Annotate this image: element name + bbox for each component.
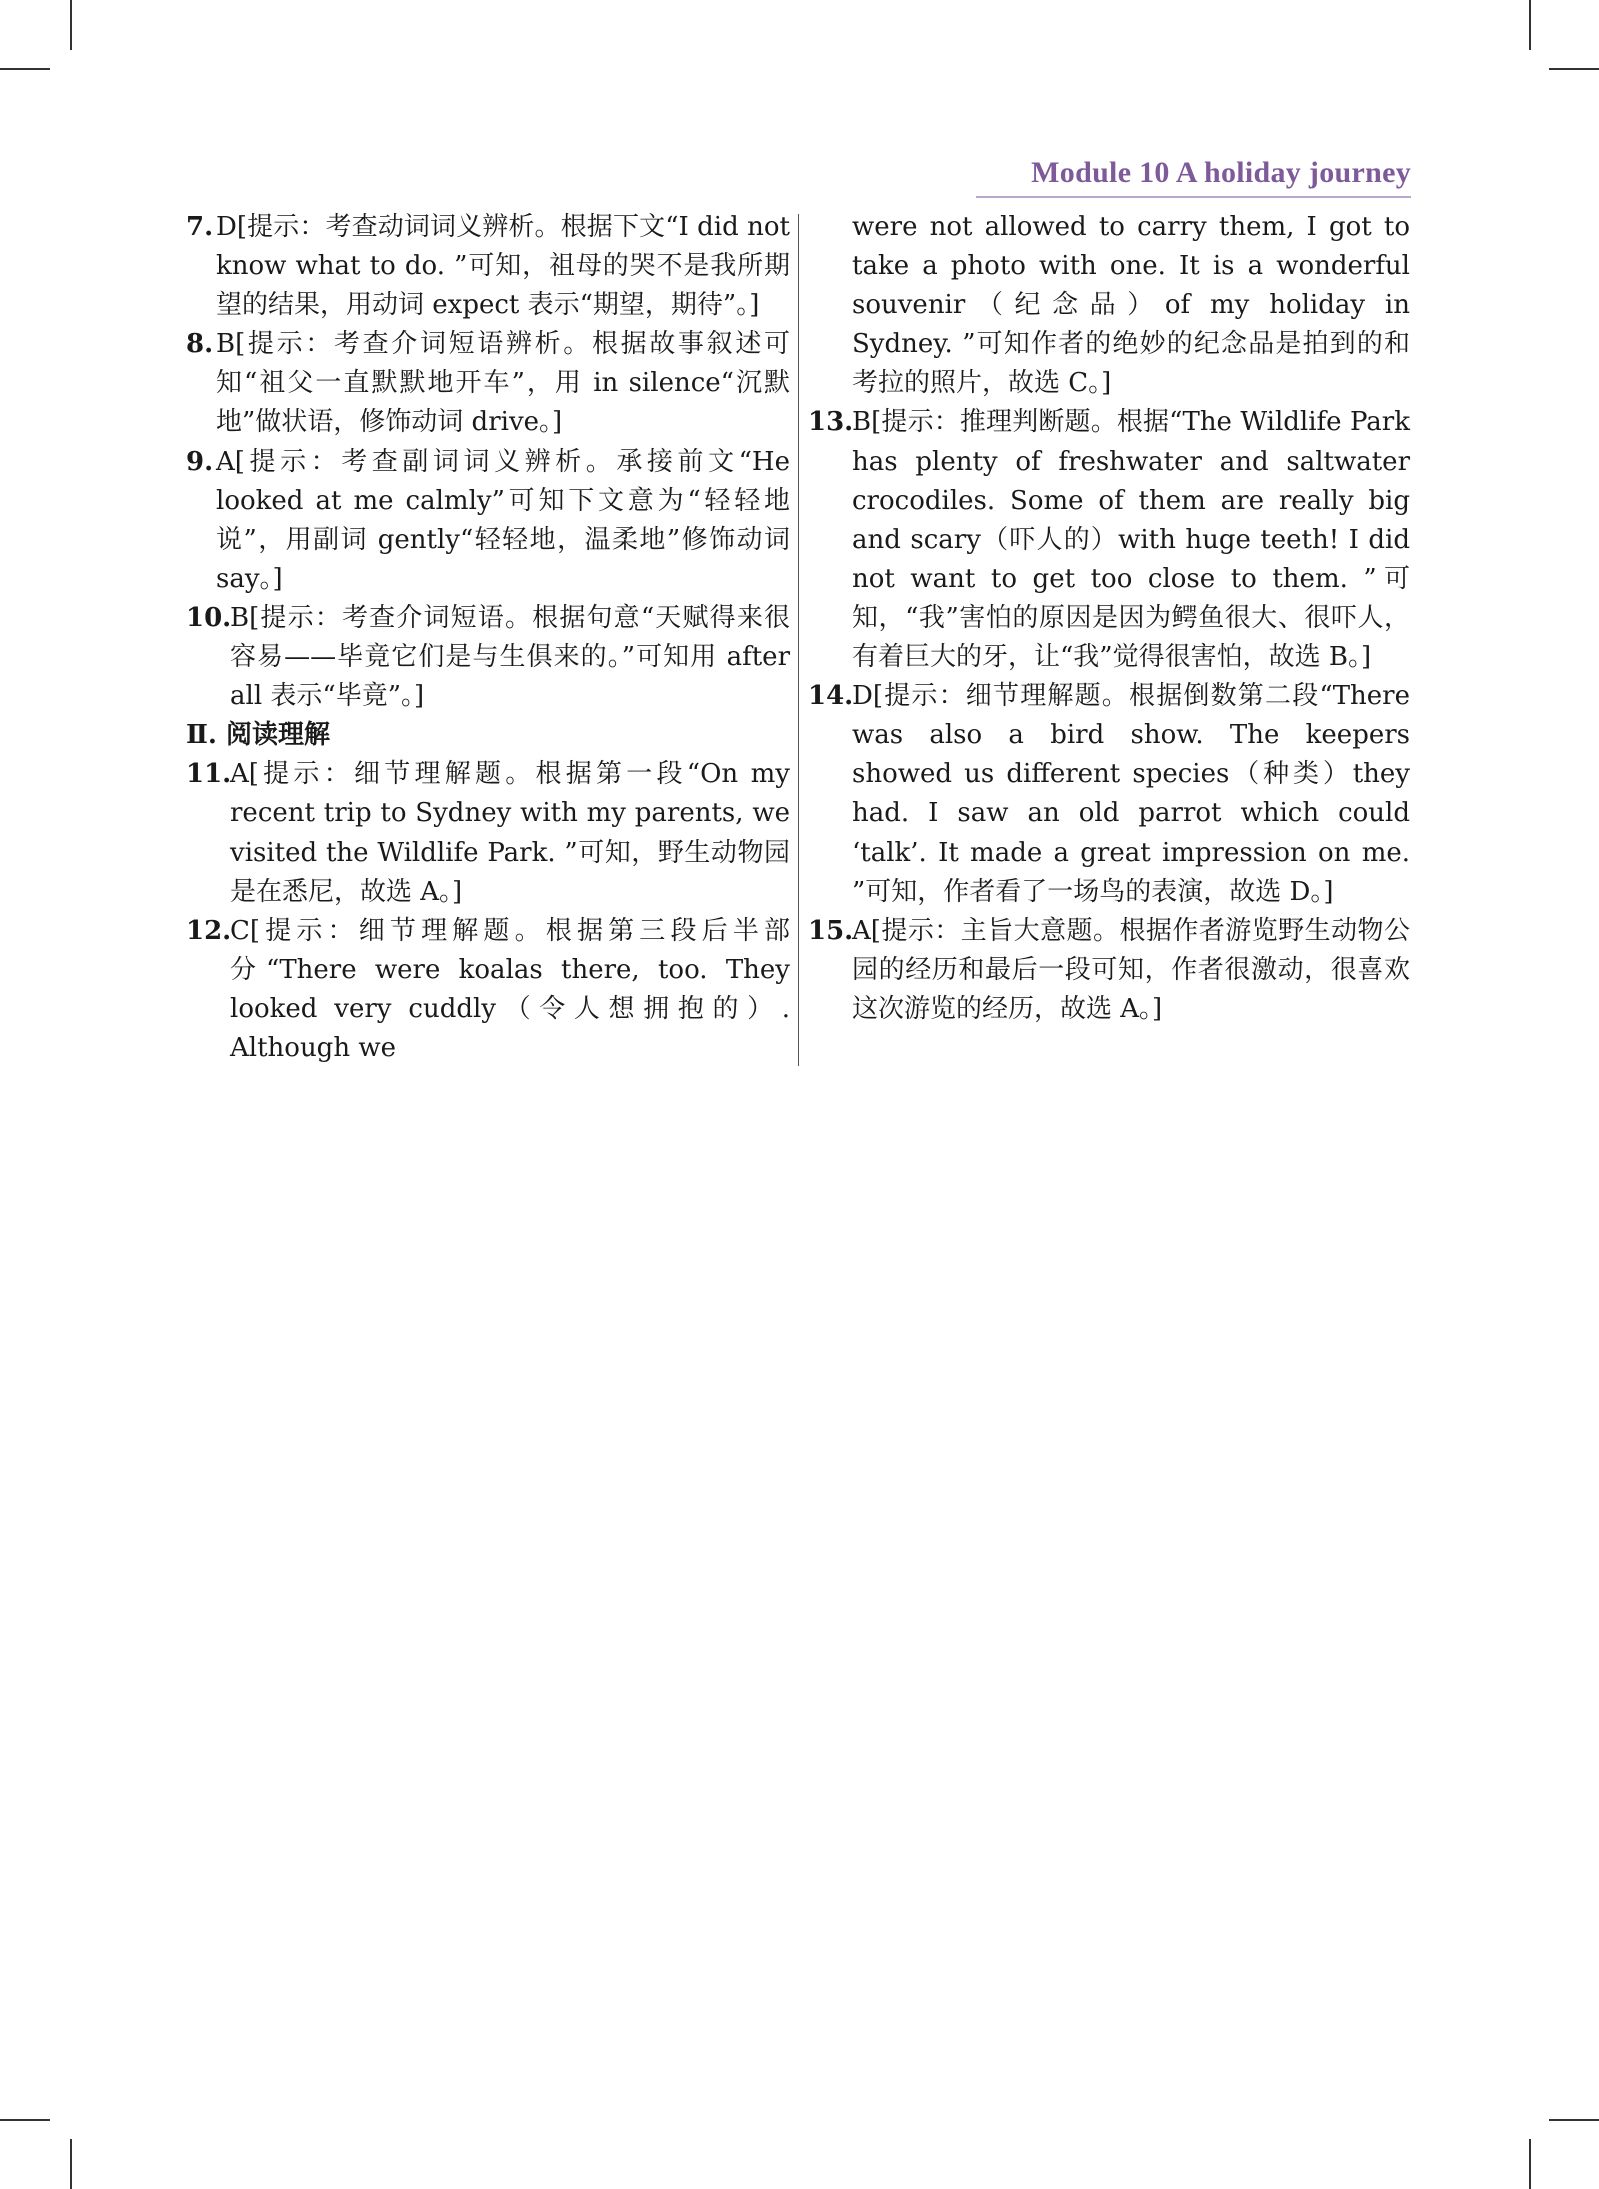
item-number: 12. <box>186 915 232 946</box>
crop-mark <box>0 2119 50 2121</box>
left-column <box>186 208 790 1068</box>
answer-item-14 <box>808 677 1410 912</box>
item-text: A[提示：主旨大意题。根据作者游览野生动物公园的经历和最后一段可知，作者很激动，很喜欢这次游览的经历，故选 A。] <box>852 915 1410 1024</box>
item-text: D[提示：细节理解题。根据倒数第二段“There was also a bird show. The keepers showed us different species（种类）they had. I saw an old parrot which could ‘talk’. It made a great impression on me. ”可知，作者看了一场鸟的表演，故选 D。] <box>852 681 1410 907</box>
answer-item-12 <box>186 912 790 1068</box>
header-rule <box>976 196 1411 198</box>
crop-mark <box>1549 2119 1599 2121</box>
crop-mark <box>70 2139 72 2189</box>
crop-mark <box>1529 0 1531 50</box>
item-number: 11. <box>186 759 232 790</box>
section-heading: Ⅱ. 阅读理解 <box>186 720 331 751</box>
module-title: Module 10 A holiday journey <box>1031 156 1411 189</box>
answer-item-9 <box>186 443 790 599</box>
item-text: C[提示：细节理解题。根据第三段后半部分“There were koalas there, too. They looked very cuddly（令人想拥抱的）. Although we <box>230 915 790 1063</box>
answer-item-13 <box>808 403 1410 677</box>
answer-item-7 <box>186 208 790 325</box>
item-text: A[提示：考查副词词义辨析。承接前文“He looked at me calmly”可知下文意为“轻轻地说”，用副词 gently“轻轻地，温柔地”修饰动词 say。] <box>216 446 790 594</box>
answer-item-10 <box>186 599 790 716</box>
answer-item-8 <box>186 325 790 442</box>
crop-mark <box>0 68 50 70</box>
item-text: A[提示：细节理解题。根据第一段“On my recent trip to Sydney with my parents, we visited the Wildlife Park. ”可知，野生动物园是在悉尼，故选 A。] <box>230 759 790 907</box>
crop-mark <box>1529 2139 1531 2189</box>
item-text: B[提示：推理判断题。根据“The Wildlife Park has plenty of freshwater and saltwater crocodiles. Some of them are really big and scary（吓人的）with huge teeth! I did not want to get too close to them. ”可知，“我”害怕的原因是因为鳄鱼很大、很吓人，有着巨大的牙，让“我”觉得很害怕，故选 B。] <box>852 407 1410 673</box>
item-number: 7. <box>186 212 214 242</box>
item-number: 13. <box>808 407 854 438</box>
item-number: 8. <box>186 329 214 360</box>
column-divider <box>798 214 799 1066</box>
right-column <box>808 208 1410 1029</box>
answer-item-11 <box>186 755 790 911</box>
item-number: 14. <box>808 681 854 712</box>
crop-mark <box>70 0 72 50</box>
item-12-continuation: were not allowed to carry them, I got to take a photo with one. It is a wonderful souvenir（纪念品）of my holiday in Sydney. ”可知作者的绝妙的纪念品是拍到的和考拉的照片，故选 C。] <box>852 212 1410 399</box>
item-number: 9. <box>186 446 214 477</box>
item-number: 10. <box>186 602 232 633</box>
item-text: D[提示：考查动词词义辨析。根据下文“I did not know what to do. ”可知，祖母的哭不是我所期望的结果，用动词 expect 表示“期望，期待”。] <box>216 212 790 321</box>
item-text: B[提示：考查介词短语辨析。根据故事叙述可知“祖父一直默默地开车”，用 in silence“沉默地”做状语，修饰动词 drive。] <box>216 329 790 438</box>
item-text: B[提示：考查介词短语。根据句意“天赋得来很容易——毕竟它们是与生俱来的。”可知用 after all 表示“毕竟”。] <box>230 602 790 712</box>
answer-item-15 <box>808 912 1410 1029</box>
crop-mark <box>1549 68 1599 70</box>
item-number: 15. <box>808 915 854 946</box>
